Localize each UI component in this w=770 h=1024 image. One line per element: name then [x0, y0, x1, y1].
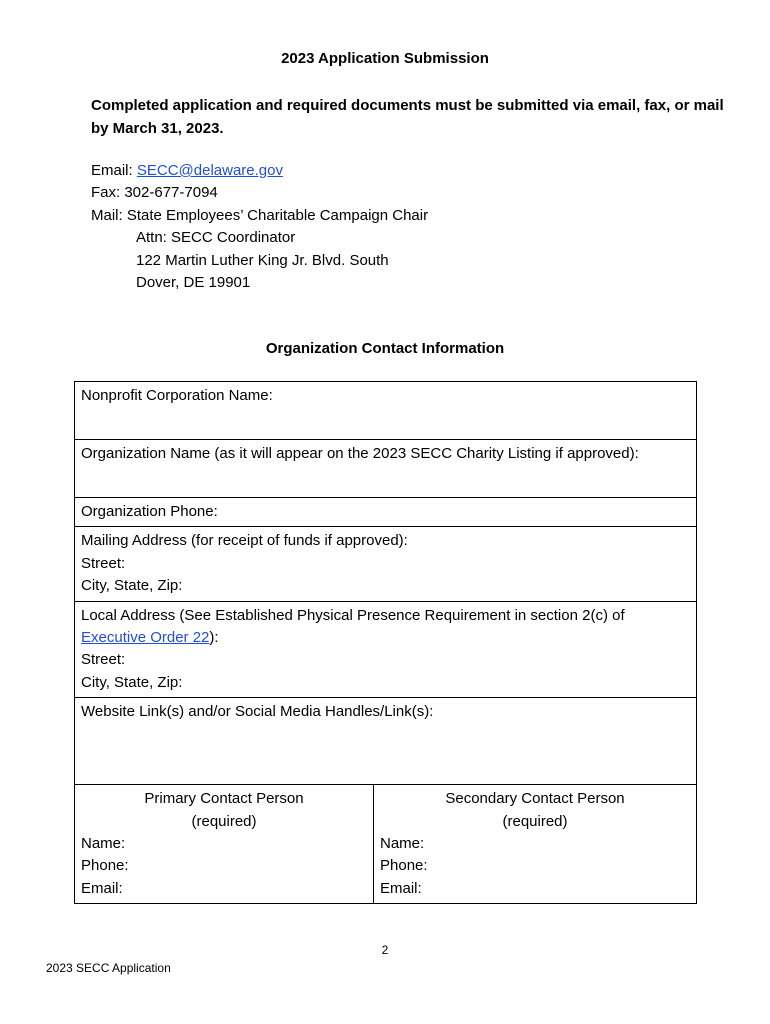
- primary-name-label: Name:: [81, 835, 126, 853]
- section-title: Organization Contact Information: [265, 340, 505, 357]
- email-line: [91, 160, 428, 182]
- executive-order-link[interactable]: Executive Order 22: [81, 629, 210, 647]
- table-row: [75, 698, 697, 785]
- org-name-field[interactable]: [75, 440, 697, 498]
- local-city-label: City, State, Zip:: [81, 673, 183, 691]
- mail-attn: Attn: SECC Coordinator: [136, 229, 296, 247]
- primary-phone-label: Phone:: [81, 857, 129, 875]
- primary-contact-heading: Primary Contact Person: [144, 790, 304, 808]
- field-label: Organization Phone:: [81, 503, 218, 520]
- table-row: [75, 498, 697, 527]
- mail-line: Mail: State Employees’ Charitable Campaign Chair: [91, 206, 429, 224]
- email-link[interactable]: SECC@delaware.gov: [136, 162, 283, 179]
- table-row: [75, 527, 697, 601]
- mailing-address-field[interactable]: [75, 527, 697, 601]
- field-label: Website Link(s) and/or Social Media Handles/Link(s):: [81, 703, 434, 721]
- table-row: [75, 601, 697, 698]
- page-footer: 2023 SECC Application: [46, 961, 171, 975]
- mail-street: 122 Martin Luther King Jr. Blvd. South: [136, 251, 389, 269]
- field-label: Nonprofit Corporation Name:: [81, 387, 273, 404]
- nonprofit-name-field[interactable]: [75, 382, 697, 440]
- table-row: [75, 382, 697, 440]
- org-phone-field[interactable]: [75, 498, 697, 527]
- local-street-label: Street:: [81, 651, 126, 669]
- fax-line: Fax: 302-677-7094: [91, 184, 218, 202]
- secondary-phone-label: Phone:: [380, 857, 428, 875]
- contact-info-table: [74, 381, 697, 904]
- mailing-street-label: Street:: [81, 554, 126, 572]
- submission-notice: Completed application and required documents must be submitted via email, fax, or mail by March 31, 2023.: [91, 97, 724, 137]
- secondary-contact-heading: Secondary Contact Person: [445, 790, 625, 808]
- field-label: Organization Name (as it will appear on the 2023 SECC Charity Listing if approved):: [81, 445, 639, 462]
- page-number: 2: [381, 943, 389, 957]
- local-address-suffix: ):: [209, 629, 219, 647]
- mail-city: Dover, DE 19901: [136, 274, 251, 292]
- local-address-prefix: Local Address (See Established Physical Presence Requirement in section 2(c) of: [81, 606, 625, 624]
- table-row: [75, 440, 697, 498]
- secondary-contact-required: (required): [502, 812, 568, 830]
- website-field[interactable]: [75, 698, 697, 785]
- secondary-email-label: Email:: [380, 879, 422, 897]
- primary-contact-required: (required): [191, 812, 257, 830]
- primary-email-label: Email:: [81, 879, 123, 897]
- field-label: Mailing Address (for receipt of funds if approved):: [81, 532, 408, 550]
- field-label: [81, 605, 690, 650]
- submission-contact-block: [91, 160, 428, 294]
- local-address-field[interactable]: [75, 601, 697, 698]
- email-label: Email:: [91, 162, 133, 179]
- mailing-city-label: City, State, Zip:: [81, 577, 183, 595]
- secondary-contact-cell[interactable]: [374, 785, 697, 904]
- primary-contact-cell[interactable]: [75, 785, 374, 904]
- page-title: 2023 Application Submission: [281, 50, 489, 67]
- table-row: [75, 785, 697, 904]
- secondary-name-label: Name:: [380, 835, 425, 853]
